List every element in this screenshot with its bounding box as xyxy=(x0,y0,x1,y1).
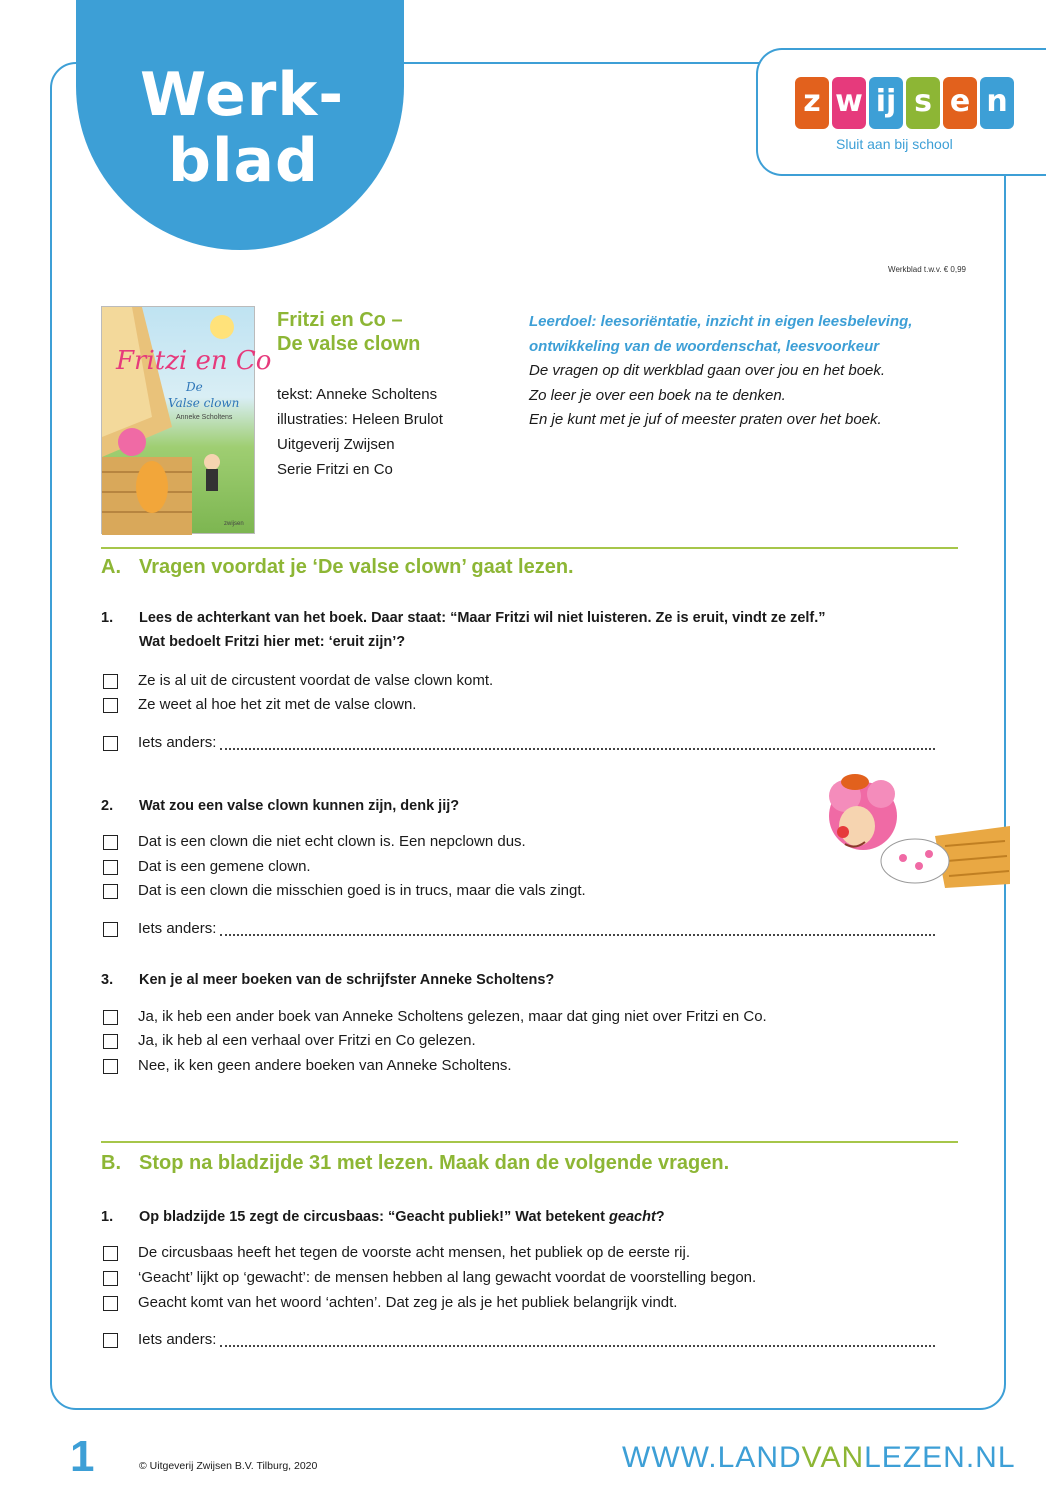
option[interactable] xyxy=(103,695,416,715)
cover-title: Fritzi en Co xyxy=(116,346,272,376)
logo-letter: z xyxy=(795,77,829,129)
title-line-1: Werk- xyxy=(140,60,345,130)
book-cover-image xyxy=(101,306,272,534)
cover-subtitle-1: De xyxy=(186,380,203,394)
answer-line[interactable] xyxy=(220,736,935,750)
question-text-end: ? xyxy=(655,1209,665,1225)
section-title: Vragen voordat je ‘De valse clown’ gaat lezen. xyxy=(139,556,574,578)
option[interactable] xyxy=(103,1007,767,1027)
option-label: ‘Geacht’ lijkt op ‘gewacht’: de mensen hebben al lang gewacht voordat de voorstelling begon. xyxy=(138,1269,757,1286)
url-part: LEZEN.NL xyxy=(864,1441,1016,1474)
book-publisher: Uitgeverij Zwijsen xyxy=(277,436,395,453)
goal-text: De vragen op dit werkblad gaan over jou en het boek. xyxy=(529,362,886,379)
question-text: Lees de achterkant van het boek. Daar staat: “Maar Fritzi wil niet luisteren. Ze is eruit, vindt ze zelf.” xyxy=(139,610,826,626)
option[interactable] xyxy=(103,1243,690,1263)
option[interactable] xyxy=(103,1293,677,1313)
option-label: Ze weet al hoe het zit met de valse clown. xyxy=(138,696,417,713)
option[interactable] xyxy=(103,857,311,877)
option[interactable] xyxy=(103,1268,756,1288)
logo-letter: e xyxy=(943,77,977,129)
copyright: © Uitgeverij Zwijsen B.V. Tilburg, 2020 xyxy=(139,1460,318,1472)
website-link[interactable] xyxy=(622,1441,1016,1475)
option-label: Dat is een clown die misschien goed is in trucs, maar die vals zingt. xyxy=(138,882,586,899)
answer-line[interactable] xyxy=(220,1333,935,1347)
goal-text: Zo leer je over een boek na te denken. xyxy=(529,386,786,404)
option-label: Dat is een gemene clown. xyxy=(138,858,311,875)
checkbox[interactable] xyxy=(103,884,118,899)
question-number: 1. xyxy=(101,1209,114,1225)
option-label: Iets anders: xyxy=(138,1331,217,1348)
logo-letter: ij xyxy=(869,77,903,129)
book-title-line-1: Fritzi en Co – xyxy=(277,309,403,331)
section-divider xyxy=(101,1141,958,1143)
question-number: 3. xyxy=(101,972,114,988)
option[interactable] xyxy=(103,832,526,852)
checkbox[interactable] xyxy=(103,1271,118,1286)
book-title-line-2: De valse clown xyxy=(277,333,421,355)
option-label: Iets anders: xyxy=(138,920,217,937)
option-label: De circusbaas heeft het tegen de voorste acht mensen, het publiek op de eerste rij. xyxy=(138,1244,690,1261)
checkbox[interactable] xyxy=(103,736,118,751)
checkbox[interactable] xyxy=(103,1059,118,1074)
checkbox[interactable] xyxy=(103,674,118,689)
option[interactable] xyxy=(103,671,493,691)
option-other[interactable] xyxy=(103,1330,935,1350)
logo-letter: s xyxy=(906,77,940,129)
book-meta xyxy=(277,382,443,482)
checkbox[interactable] xyxy=(103,698,118,713)
checkbox[interactable] xyxy=(103,835,118,850)
question-text-2: Wat bedoelt Fritzi hier met: ‘eruit zijn’? xyxy=(139,634,406,650)
question-a3 xyxy=(101,968,939,992)
checkbox[interactable] xyxy=(103,860,118,875)
option[interactable] xyxy=(103,881,586,901)
question-b1 xyxy=(101,1205,939,1229)
checkbox[interactable] xyxy=(103,1333,118,1348)
cover-illustration xyxy=(102,307,272,535)
learning-goal xyxy=(529,310,969,433)
book-title xyxy=(277,308,420,356)
option[interactable] xyxy=(103,1031,476,1051)
goal-text: En je kunt met je juf of meester praten over het boek. xyxy=(529,411,882,428)
section-a-heading xyxy=(101,556,574,579)
book-author: tekst: Anneke Scholtens xyxy=(277,386,438,403)
cover-publisher: zwijsen xyxy=(224,521,244,527)
question-number: 1. xyxy=(101,610,114,626)
worksheet-title xyxy=(140,62,344,194)
question-text-emphasis: geacht xyxy=(609,1209,656,1225)
option-label: Geacht komt van het woord ‘achten’. Dat zeg je als je het publiek belangrijk vindt. xyxy=(138,1294,678,1311)
cover-subtitle-2: Valse clown xyxy=(168,396,240,410)
section-b-heading xyxy=(101,1152,729,1175)
option-label: Ja, ik heb een ander boek van Anneke Scholtens gelezen, maar dat ging niet over Fritzi en Co. xyxy=(138,1008,767,1025)
page-number: 1 xyxy=(70,1432,95,1481)
option-label: Ja, ik heb al een verhaal over Fritzi en Co gelezen. xyxy=(138,1032,476,1049)
checkbox[interactable] xyxy=(103,1296,118,1311)
option-label: Ze is al uit de circustent voordat de valse clown komt. xyxy=(138,672,494,689)
logo-slogan: Sluit aan bij school xyxy=(836,136,953,152)
book-illustrator: illustraties: Heleen Brulot xyxy=(277,411,443,428)
logo-letter: w xyxy=(832,77,866,129)
checkbox[interactable] xyxy=(103,1034,118,1049)
option-label: Nee, ik ken geen andere boeken van Anneke Scholtens. xyxy=(138,1057,512,1074)
book-series: Serie Fritzi en Co xyxy=(277,461,393,478)
goal-line-1: Leerdoel: leesoriëntatie, inzicht in eigen leesbeleving, xyxy=(529,313,913,330)
option-label: Iets anders: xyxy=(138,734,217,751)
option-label: Dat is een clown die niet echt clown is. Een nepclown dus. xyxy=(138,833,526,850)
url-part: WWW.LAND xyxy=(622,1441,802,1474)
question-a2 xyxy=(101,794,939,818)
zwijsen-logo[interactable] xyxy=(795,77,1014,129)
question-text: Wat zou een valse clown kunnen zijn, denk jij? xyxy=(139,798,460,814)
logo-letter: n xyxy=(980,77,1014,129)
checkbox[interactable] xyxy=(103,922,118,937)
option-other[interactable] xyxy=(103,733,935,753)
option-other[interactable] xyxy=(103,919,935,939)
section-letter: A. xyxy=(101,556,121,578)
cover-author: Anneke Scholtens xyxy=(176,414,233,421)
question-text: Op bladzijde 15 zegt de circusbaas: “Geacht publiek!” Wat betekent xyxy=(139,1209,610,1225)
section-divider xyxy=(101,547,958,549)
question-text: Ken je al meer boeken van de schrijfster Anneke Scholtens? xyxy=(139,972,555,988)
checkbox[interactable] xyxy=(103,1246,118,1261)
question-a1 xyxy=(101,606,939,654)
section-title: Stop na bladzijde 31 met lezen. Maak dan de volgende vragen. xyxy=(139,1152,730,1174)
clown-illustration xyxy=(815,766,1010,894)
title-line-2: blad xyxy=(168,126,319,196)
question-number: 2. xyxy=(101,798,114,814)
section-letter: B. xyxy=(101,1152,121,1174)
url-part: VAN xyxy=(801,1441,865,1474)
answer-line[interactable] xyxy=(220,922,935,936)
goal-line-2: ontwikkeling van de woordenschat, leesvoorkeur xyxy=(529,337,880,355)
price-label: Werkblad t.w.v. € 0,99 xyxy=(888,265,966,274)
checkbox[interactable] xyxy=(103,1010,118,1025)
option[interactable] xyxy=(103,1056,512,1076)
